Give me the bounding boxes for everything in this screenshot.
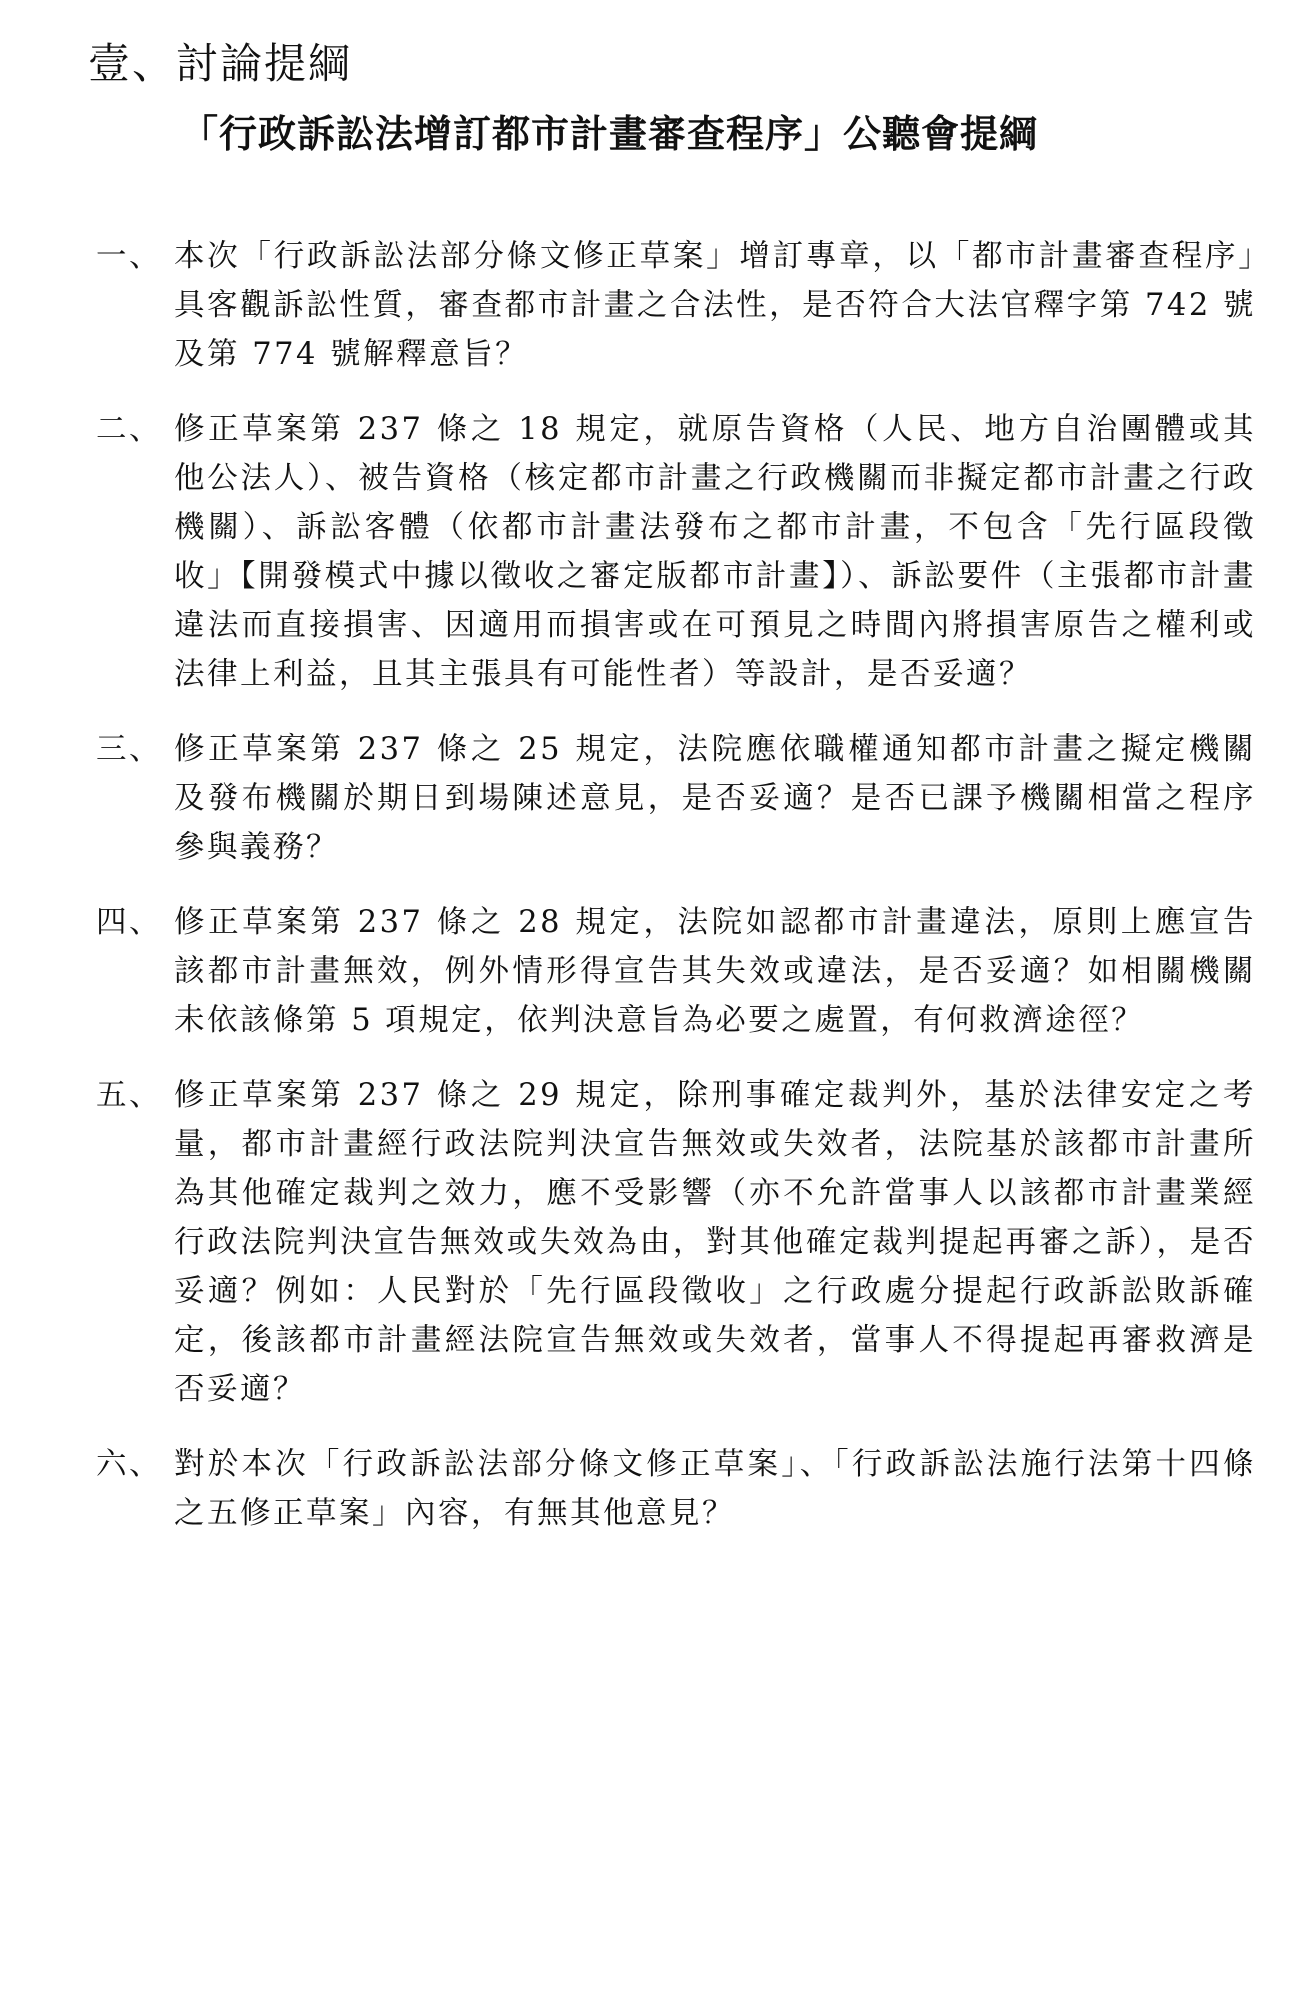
agenda-item-text: 修正草案第 237 條之 29 規定，除刑事確定裁判外，基於法律安定之考量，都市計畫經行政法院判決宣告無效或失效者，法院基於該都市計畫所為其他確定裁判之效力，應不受影響（亦不允許當事人以該都市計畫業經行政法院判決宣告無效或失效為由，對其他確定裁判提起再審之訴），是否妥適？例如：人民對於「先行區段徵收」之行政處分提起行政訴訟敗訴確定，後該都市計畫經法院宣告無效或失效者，當事人不得提起再審救濟是否妥適？ [174, 1078, 1256, 1407]
agenda-list [96, 232, 1256, 1564]
agenda-item-text: 本次「行政訴訟法部分條文修正草案」增訂專章，以「都市計畫審查程序」具客觀訴訟性質，審查都市計畫之合法性，是否符合大法官釋字第 742 號及第 774 號解釋意旨？ [174, 239, 1256, 372]
agenda-item-number: 二、 [96, 412, 162, 447]
agenda-item-2 [96, 405, 1256, 699]
agenda-item-number: 三、 [96, 732, 162, 767]
agenda-item-text: 對於本次「行政訴訟法部分條文修正草案」、「行政訴訟法施行法第十四條之五修正草案」內容，有無其他意見？ [174, 1447, 1256, 1531]
agenda-item-number: 五、 [96, 1078, 162, 1113]
agenda-item-3 [96, 725, 1256, 872]
agenda-item-number: 六、 [96, 1447, 162, 1482]
section-heading: 壹、討論提綱 [88, 39, 353, 88]
agenda-item-text: 修正草案第 237 條之 25 規定，法院應依職權通知都市計畫之擬定機關及發布機關於期日到場陳述意見，是否妥適？是否已課予機關相當之程序參與義務？ [174, 732, 1256, 865]
agenda-item-text: 修正草案第 237 條之 28 規定，法院如認都市計畫違法，原則上應宣告該都市計畫無效，例外情形得宣告其失效或違法，是否妥適？如相關機關未依該條第 5 項規定，依判決意旨為必要之處置，有何救濟途徑？ [174, 905, 1256, 1038]
agenda-item-6 [96, 1440, 1256, 1538]
agenda-item-text: 修正草案第 237 條之 18 規定，就原告資格（人民、地方自治團體或其他公法人）、被告資格（核定都市計畫之行政機關而非擬定都市計畫之行政機關）、訴訟客體（依都市計畫法發布之都市計畫，不包含「先行區段徵收」【開發模式中據以徵收之審定版都市計畫】）、訴訟要件（主張都市計畫違法而直接損害、因適用而損害或在可預見之時間內將損害原告之權利或法律上利益，且其主張具有可能性者）等設計，是否妥適？ [174, 412, 1256, 692]
document-title: 「行政訴訟法增訂都市計畫審查程序」公聽會提綱 [180, 112, 1039, 156]
agenda-item-number: 四、 [96, 905, 162, 940]
agenda-item-5 [96, 1071, 1256, 1414]
agenda-item-4 [96, 898, 1256, 1045]
agenda-item-1 [96, 232, 1256, 379]
agenda-item-number: 一、 [96, 239, 162, 274]
